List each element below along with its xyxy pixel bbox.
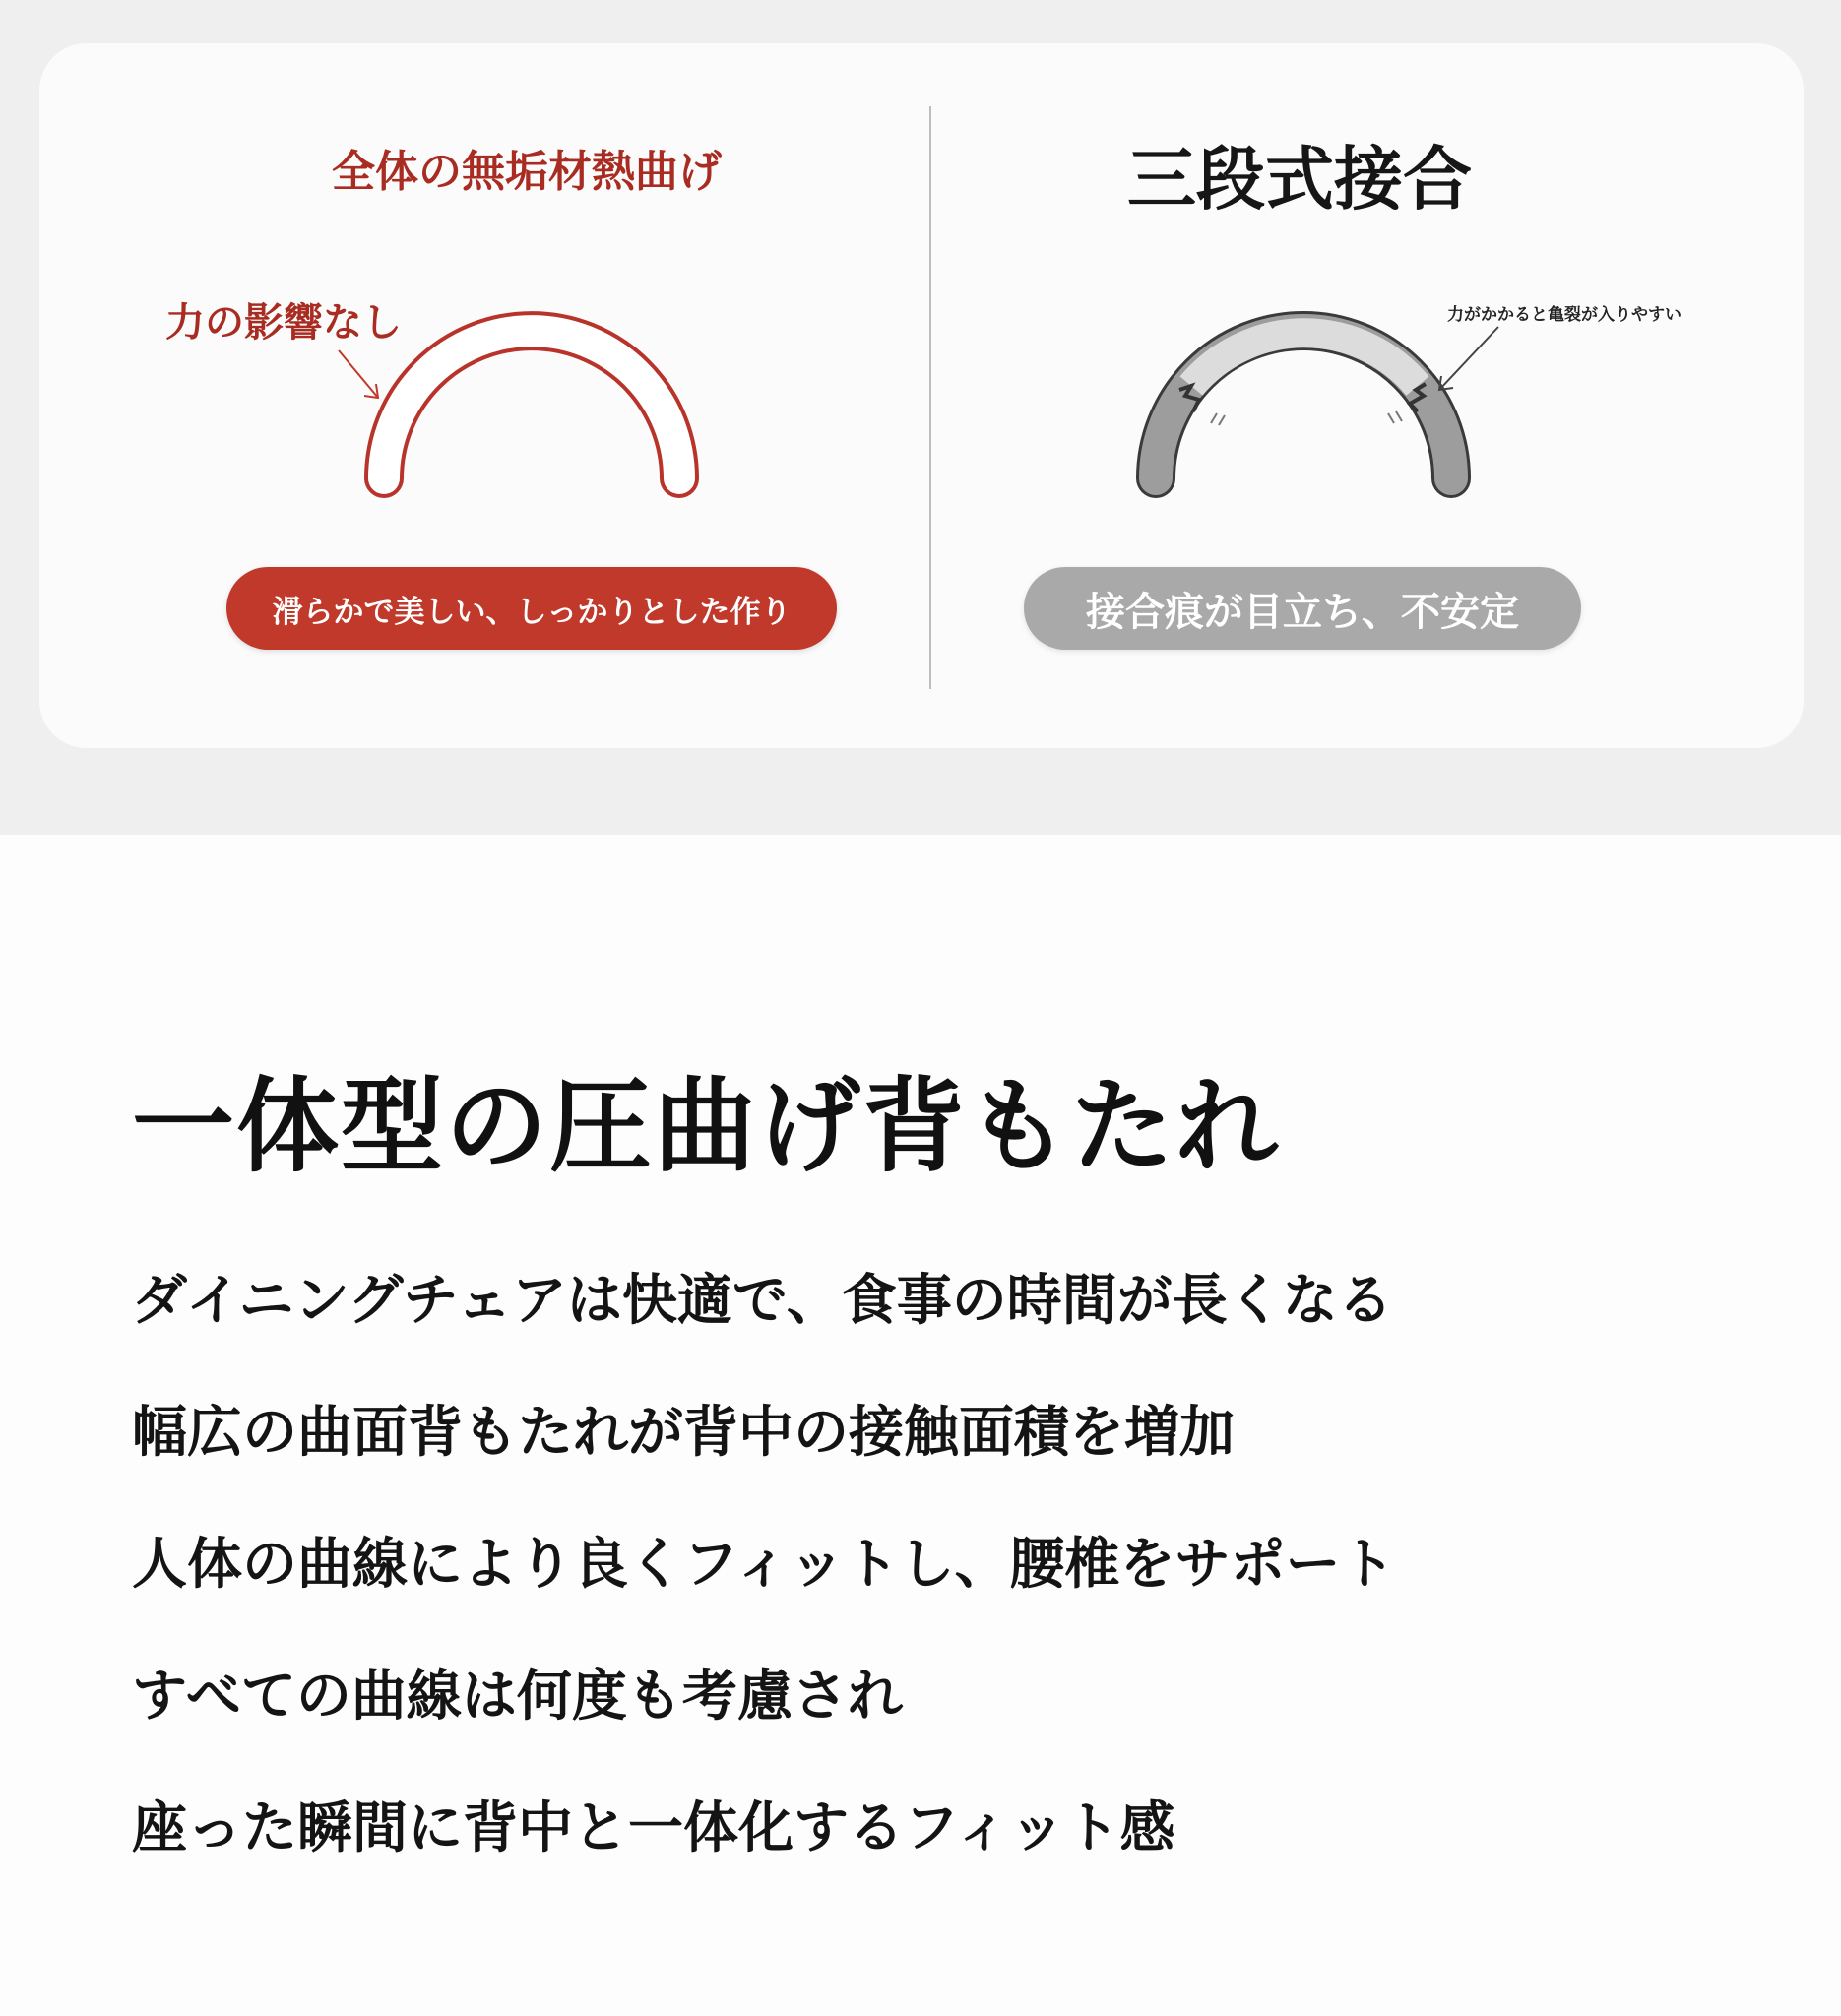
jointed-arch-illustration	[1156, 331, 1451, 478]
joint-drawback-badge: 接合痕が目立ち、不安定	[1024, 567, 1581, 650]
feature-item: すべての曲線は何度も考慮され	[132, 1665, 903, 1729]
page-headline: 一体型の圧曲げ背もたれ	[132, 1066, 1281, 1186]
smooth-arch-illustration	[384, 331, 679, 478]
crack-warning-label: 力がかかると亀裂が入りやすい	[1447, 305, 1682, 325]
feature-item: 幅広の曲面背もたれが背中の接触面積を増加	[132, 1401, 1235, 1465]
bent-wood-benefit-badge: 滑らかで美しい、しっかりとした作り	[226, 567, 837, 650]
bent-wood-title: 全体の無垢材熱曲げ	[332, 147, 722, 197]
feature-list	[132, 1262, 1396, 1922]
feature-item: 人体の曲線により良くフィットし、腰椎をサポート	[132, 1533, 1396, 1597]
no-force-effect-label: 力の影響なし	[165, 300, 402, 346]
force-arrow-icon	[339, 350, 378, 398]
three-piece-joint-title: 三段式接合	[1127, 139, 1472, 220]
feature-item: 座った瞬間に背中と一体化するフィット感	[132, 1796, 1175, 1860]
crack-arrow-icon	[1439, 327, 1498, 390]
feature-item: ダイニングチェアは快適で、食事の時間が長くなる	[132, 1269, 1393, 1333]
